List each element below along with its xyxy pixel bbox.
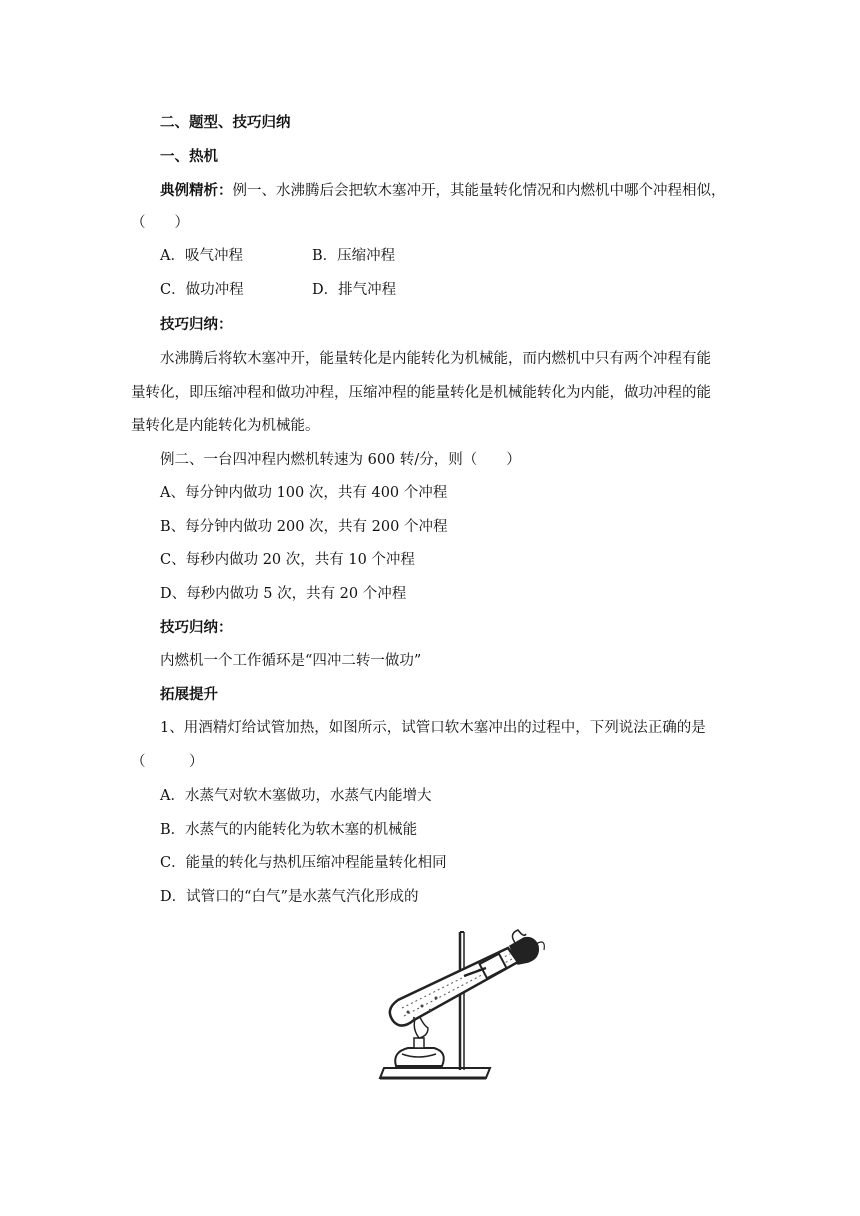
example2-option-b: B、每分钟内做功 200 次，共有 200 个冲程: [160, 519, 448, 535]
example1-option-d: D．排气冲程: [312, 282, 397, 298]
extension-option-b: B．水蒸气的内能转化为软木塞的机械能: [160, 822, 418, 838]
subsection-heading: 一、热机: [160, 149, 218, 165]
example1-option-c: C．做功冲程: [160, 282, 244, 298]
example1-option-b: B．压缩冲程: [312, 248, 396, 264]
stand-rod: [460, 932, 464, 1070]
extension-option-d: D．试管口的“白气”是水蒸气汽化形成的: [160, 889, 419, 905]
example1-tip-line2: 量转化，即压缩冲程和做功冲程，压缩冲程的能量转化是机械能转化为内能，做功冲程的能: [131, 385, 711, 401]
example1-blank: （ ）: [131, 215, 189, 231]
example1-tip-line3: 量转化是内能转化为机械能。: [131, 418, 320, 434]
example1-question-text: 例一、水沸腾后会把软木塞冲开，其能量转化情况和内燃机中哪个冲程相似，: [232, 183, 726, 199]
example1-question: [160, 181, 726, 201]
extension-option-a: A．水蒸气对软木塞做功，水蒸气内能增大: [160, 788, 432, 804]
extension-blank: （ ）: [131, 754, 204, 770]
extension-label: 拓展提升: [160, 687, 218, 703]
stand-base: [380, 1068, 490, 1078]
example2-option-d: D、每秒内做功 5 次，共有 20 个冲程: [160, 586, 407, 602]
example2-tip-label: 技巧归纳：: [160, 620, 233, 636]
example1-tip-label: 技巧归纳：: [160, 317, 233, 333]
example1-option-a: A．吸气冲程: [160, 248, 243, 264]
extension-option-c: C．能量的转化与热机压缩冲程能量转化相同: [160, 855, 447, 871]
example2-tip-text: 内燃机一个工作循环是“四冲二转一做功”: [160, 653, 422, 669]
extension-question: 1、用酒精灯给试管加热，如图所示，试管口软木塞冲出的过程中，下列说法正确的是: [160, 720, 706, 736]
example1-tip-line1: 水沸腾后将软木塞冲开，能量转化是内能转化为机械能，而内燃机中只有两个冲程有能: [160, 351, 711, 367]
example2-option-c: C、每秒内做功 20 次，共有 10 个冲程: [160, 552, 415, 568]
section-heading: 二、题型、技巧归纳: [160, 115, 291, 131]
example2-option-a: A、每分钟内做功 100 次，共有 400 个冲程: [160, 485, 448, 501]
example1-label: 典例精析：: [160, 183, 233, 199]
example2-question: 例二、一台四冲程内燃机转速为 600 转/分，则（ ）: [160, 452, 521, 468]
test-tube-heating-figure: [378, 928, 558, 1088]
cork-stopper: [510, 930, 544, 964]
